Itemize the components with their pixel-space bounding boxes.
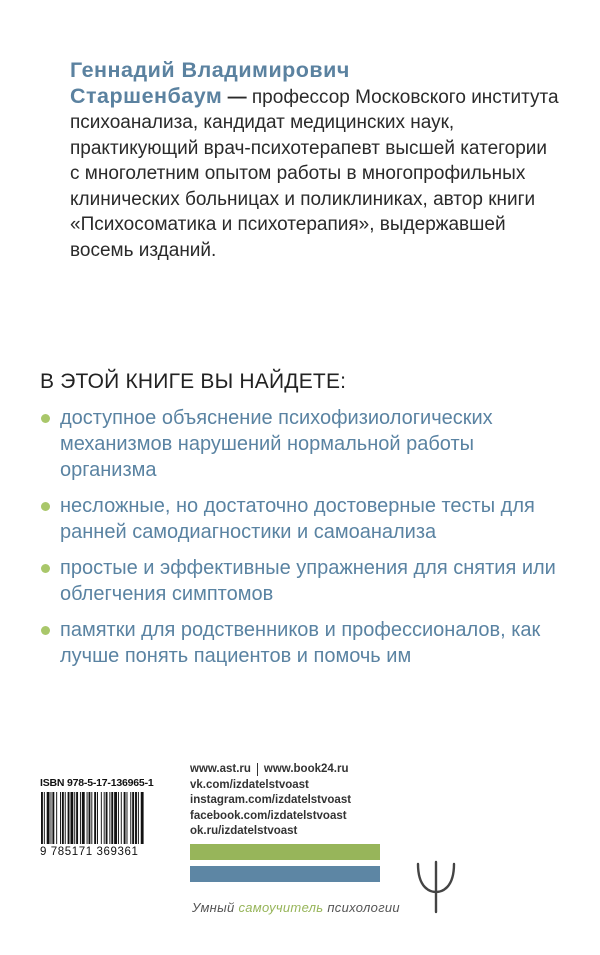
psi-logo-icon — [414, 858, 458, 914]
bullet-dot-icon — [41, 502, 50, 511]
barcode-icon — [40, 792, 172, 844]
link-separator — [257, 763, 258, 776]
list-item-text: простые и эффективные упражнения для снятия или облегчения симптомов — [60, 557, 556, 605]
list-item — [40, 405, 560, 483]
link-instagram[interactable]: instagram.com/izdatelstvoast — [190, 794, 352, 806]
link-book24[interactable]: www.book24.ru — [263, 763, 349, 775]
author-name-first: Геннадий Владимирович — [70, 58, 350, 82]
barcode-block — [40, 777, 175, 858]
bullet-dot-icon — [41, 564, 50, 573]
author-bio-text: института психоанализа, кандидат медицинских наук, практикующий врач-психотерапевт высшей категории с многолетним опытом работы в многопрофильных клинических больницах и поликлиниках, автор книги «Психосоматика и психотерапия», выдержавшей восемь изданий. — [70, 86, 559, 261]
list-item-text: доступное объяснение психофизиологических механизмов нарушений нормальной работы организма — [60, 407, 493, 481]
series-part-3: психологии — [323, 900, 400, 915]
blue-stripe — [190, 866, 380, 882]
bullet-dot-icon — [41, 414, 50, 423]
link-ast[interactable]: www.ast.ru — [190, 763, 251, 775]
green-stripe — [190, 844, 380, 860]
book-contents-list — [40, 405, 560, 679]
publisher-links — [190, 762, 390, 840]
book-contents-heading: В ЭТОЙ КНИГЕ ВЫ НАЙДЕТЕ: — [40, 370, 347, 393]
barcode-number: 9 785171 369361 — [40, 846, 139, 858]
isbn-label: ISBN 978-5-17-136965-1 — [40, 777, 154, 789]
author-bio-first: профессор Московского — [251, 86, 466, 108]
series-title — [192, 900, 400, 915]
list-item — [40, 493, 560, 545]
list-item — [40, 617, 560, 669]
author-name-last: Старшенбаум — [70, 83, 223, 108]
list-item — [40, 555, 560, 607]
list-item-text: несложные, но достаточно достоверные тесты для ранней самодиагностики и самоанализа — [60, 495, 535, 543]
author-bio — [70, 58, 560, 263]
link-vk[interactable]: vk.com/izdatelstvoast — [190, 778, 309, 791]
author-dash: — — [222, 86, 252, 108]
link-facebook[interactable]: facebook.com/izdatelstvoast — [190, 809, 347, 822]
series-part-1: Умный — [192, 900, 239, 915]
link-ok[interactable]: ok.ru/izdatelstvoast — [190, 825, 298, 837]
series-part-2: самоучитель — [238, 900, 324, 915]
bullet-dot-icon — [41, 626, 50, 635]
list-item-text: памятки для родственников и профессионалов, как лучше понять пациентов и помочь им — [60, 619, 541, 667]
